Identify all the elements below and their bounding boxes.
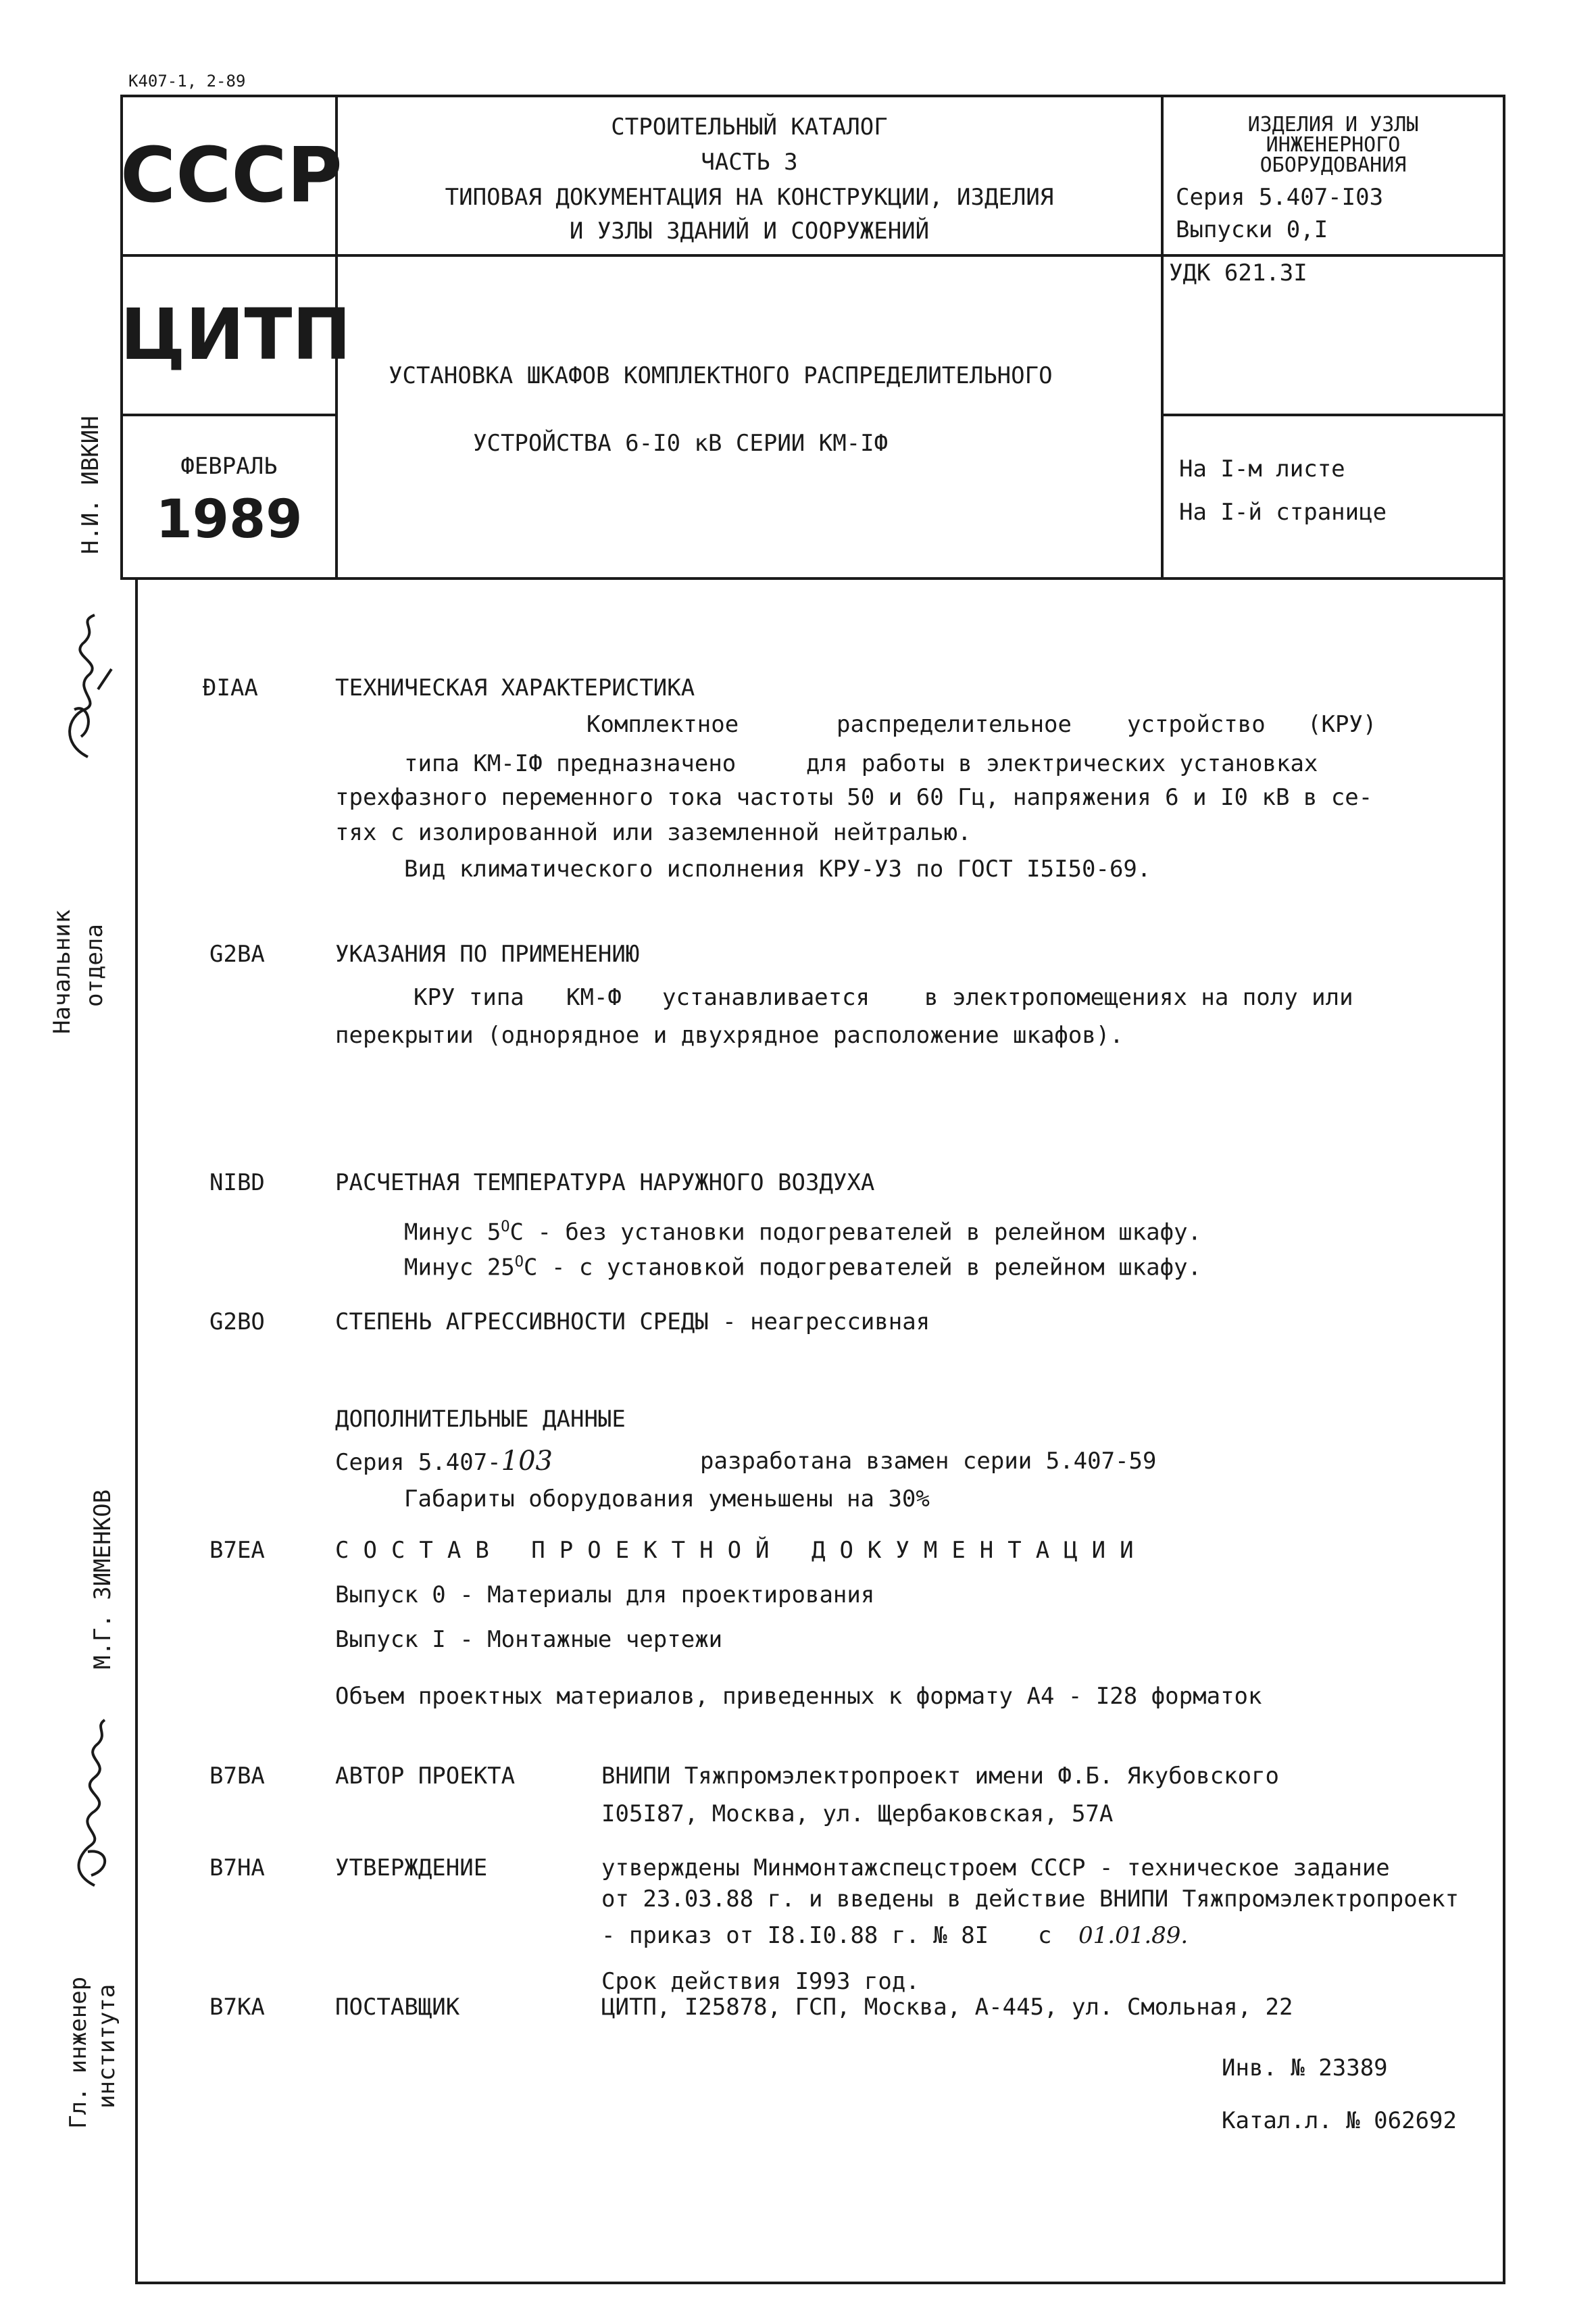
margin-chief-eng-line2: института	[93, 1984, 120, 2109]
section-label-author: АВТОР ПРОЕКТА	[335, 1763, 516, 1790]
section-title-usage: УКАЗАНИЯ ПО ПРИМЕНЕНИЮ	[335, 941, 640, 968]
category-line-2: ИНЖЕНЕРНОГО	[1266, 133, 1401, 157]
catalog-line-3: ТИПОВАЯ ДОКУМЕНТАЦИЯ НА КОНСТРУКЦИИ, ИЗДЕЛИЯ	[445, 184, 1054, 211]
text-line: - приказ от I8.I0.88 г. № 8I	[601, 1922, 989, 1949]
text-line: перекрытии (однорядное и двухрядное расположение шкафов).	[335, 1022, 1124, 1049]
text-line: I05I87, Москва, ул. Щербаковская, 57А	[601, 1800, 1114, 1827]
section-code: G2BA	[209, 941, 265, 968]
text-line: ЦИТП, I25878, ГСП, Москва, А-445, ул. Смольная, 22	[601, 1994, 1293, 2021]
text-line: тях с изолированной или заземленной нейтралью.	[335, 819, 972, 846]
margin-chief-eng-line1: Гл. инженер	[65, 1976, 92, 2129]
section-title-tech: ТЕХНИЧЕСКАЯ ХАРАКТЕРИСТИКА	[335, 674, 695, 701]
catalog-line-2: ЧАСТЬ 3	[701, 149, 798, 176]
header-row1-line	[120, 254, 1505, 257]
frame-left-edge	[135, 577, 138, 2284]
section-code: ĐIAA	[203, 674, 258, 701]
category-line-3: ОБОРУДОВАНИЯ	[1260, 153, 1407, 177]
text-line: утверждены Минмонтажспецстроем СССР - техническое задание	[601, 1854, 1390, 1881]
text-line: КМ-Ф	[566, 984, 622, 1011]
issue-month: ФЕВРАЛЬ	[180, 453, 278, 480]
signature-middle	[54, 1717, 128, 1892]
section-code: B7EA	[209, 1537, 265, 1564]
corner-code: K407-1, 2-89	[128, 72, 246, 91]
temperature-line-2: Минус $25^OC$ - с установкой подогревателей в релейном шкафу.	[404, 1254, 1202, 1281]
sheet-count: На I-м листе	[1179, 456, 1345, 483]
series-number: Серия 5.407-I03	[1176, 184, 1384, 211]
document-title-line-2: УСТРОЙСТВА 6-I0 кВ СЕРИИ КМ-IФ	[473, 430, 889, 457]
text-line: КРУ типа	[414, 984, 524, 1011]
text-line: Комплектное	[587, 711, 739, 738]
frame-bottom-line	[135, 2282, 1505, 2284]
section-title-documentation: СОСТАВ ПРОЕКТНОЙ ДОКУМЕНТАЦИИ	[335, 1537, 1148, 1564]
text-line: ВНИПИ Тяжпромэлектропроект имени Ф.Б. Якубовского	[601, 1763, 1280, 1790]
margin-head-dept-line1: Начальник	[49, 909, 76, 1034]
catalog-line-1: СТРОИТЕЛЬНЫЙ КАТАЛОГ	[611, 114, 888, 141]
issue-year: 1989	[155, 489, 303, 550]
text-line: Срок действия I993 год.	[601, 1968, 920, 1995]
category-line-1: ИЗДЕЛИЯ И УЗЛЫ	[1247, 113, 1419, 137]
section-aggressiveness: СТЕПЕНЬ АГРЕССИВНОСТИ СРЕДЫ - неагрессивная	[335, 1308, 930, 1335]
text-line: типа КМ-IФ предназначено	[404, 750, 737, 777]
header-bottom-line	[120, 577, 1505, 580]
frame-top-line	[120, 95, 1505, 97]
section-title-temperature: РАСЧЕТНАЯ ТЕМПЕРАТУРА НАРУЖНОГО ВОЗДУХА	[335, 1169, 875, 1196]
text-line: в электропомещениях на полу или	[924, 984, 1353, 1011]
citp-label: ЦИТП	[120, 293, 351, 376]
header-left-row2-line	[120, 414, 338, 416]
temperature-line-1: Минус $5^OC$ - без установки подогревателей в релейном шкафу.	[404, 1218, 1202, 1246]
catalog-sheet-number: Катал.л. № 062692	[1222, 2107, 1457, 2134]
section-code: B7HA	[209, 1854, 265, 1881]
text-line: для работы в электрических установках	[806, 750, 1318, 777]
section-label-approval: УТВЕРЖДЕНИЕ	[335, 1854, 488, 1881]
text-line: Габариты оборудования уменьшены на 30%	[404, 1485, 930, 1512]
text-line: разработана взамен серии 5.407-59	[700, 1448, 1157, 1475]
text-line: Вид климатического исполнения КРУ-УЗ по ГОСТ I5I50-69.	[404, 856, 1151, 883]
page-count: На I-й странице	[1179, 499, 1387, 526]
signature-top	[47, 608, 122, 764]
section-code: B7BA	[209, 1763, 265, 1790]
document-title-line-1: УСТАНОВКА ШКАФОВ КОМПЛЕКТНОГО РАСПРЕДЕЛИТЕЛЬНОГО	[389, 362, 1053, 389]
section-title-additional: ДОПОЛНИТЕЛЬНЫЕ ДАННЫЕ	[335, 1406, 626, 1433]
margin-head-dept-line2: отдела	[81, 924, 108, 1007]
ussr-label: СССР	[120, 132, 343, 220]
text-line: (КРУ)	[1307, 711, 1377, 738]
text-line: устанавливается	[662, 984, 870, 1011]
text-line: Выпуск I - Монтажные чертежи	[335, 1626, 723, 1653]
margin-name-middle: М.Г. ЗИМЕНКОВ	[89, 1489, 116, 1669]
text-line: с	[1038, 1922, 1052, 1949]
section-label-supplier: ПОСТАВЩИК	[335, 1994, 460, 2021]
text-line: распределительное	[837, 711, 1072, 738]
text-line: трехфазного переменного тока частоты 50 и 60 Гц, напряжения 6 и I0 кВ в се-	[335, 784, 1373, 811]
series-replacement-line: Серия 5.407-103	[335, 1446, 553, 1477]
catalog-line-4: И УЗЛЫ ЗДАНИЙ И СООРУЖЕНИЙ	[569, 218, 930, 245]
section-code: B7KA	[209, 1994, 265, 2021]
inventory-number: Инв. № 23389	[1222, 2054, 1388, 2082]
section-code: G2BO	[209, 1308, 265, 1335]
issues-label: Выпуски 0,I	[1176, 216, 1328, 243]
text-line: от 23.03.88 г. и введены в действие ВНИПИ Тяжпромэлектропроект	[601, 1886, 1460, 1913]
header-right-row2-line	[1164, 414, 1505, 416]
text-line: Выпуск 0 - Материалы для проектирования	[335, 1581, 875, 1608]
margin-name-top: Н.И. ИВКИН	[77, 416, 104, 554]
frame-right-edge	[1503, 95, 1505, 2284]
section-code: NIBD	[209, 1169, 265, 1196]
text-line: устройство	[1127, 711, 1266, 738]
handwritten-date: 01.01.89.	[1078, 1922, 1189, 1949]
text-line: Объем проектных материалов, приведенных к формату А4 - I28 форматок	[335, 1683, 1262, 1710]
udk-code: УДК 621.3I	[1169, 260, 1307, 287]
